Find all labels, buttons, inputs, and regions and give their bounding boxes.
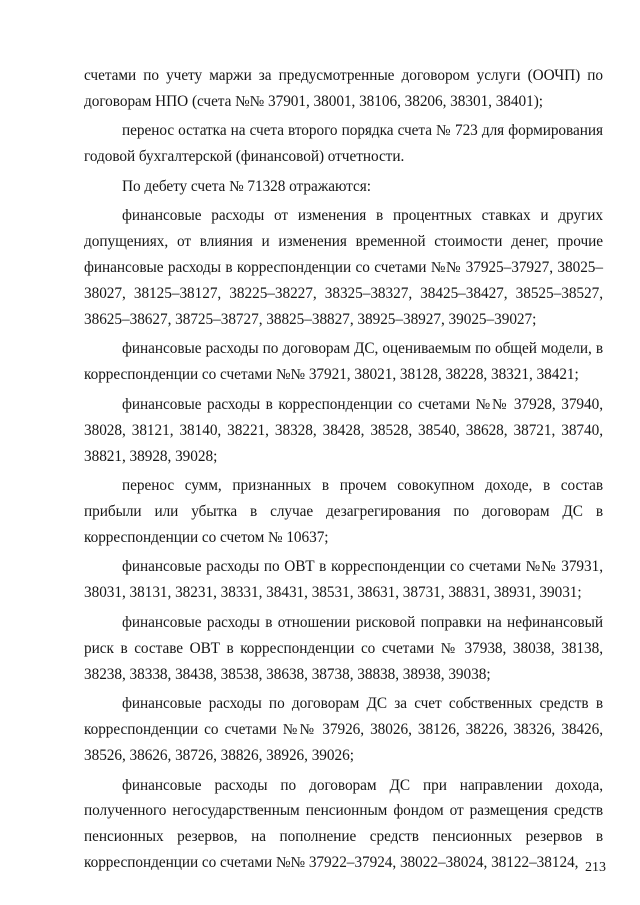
paragraph-financial-expenses: финансовые расходы в корреспонденции со счетами №№ 37928, 37940, 38028, 38121, 38140, 38221, 38328, 38428, 38528, 38540, 38628, 38721, 38740, 38821, 38928, 39028; — [84, 395, 603, 465]
paragraph-ovt-expenses: финансовые расходы по ОВТ в корреспонденции со счетами №№ 37931, 38031, 38131, 38231, 38331, 38431, 38531, 38631, 38731, 38831, 38931, 39031; — [84, 558, 603, 602]
paragraph-balance-transfer: перенос остатка на счета второго порядка счета № 723 для формирования годовой бухгалтерской (финансовой) отчетности. — [84, 122, 603, 166]
paragraph-risk-adjustment-expenses: финансовые расходы в отношении рисковой поправки на нефинансовый риск в составе ОВТ в корреспонденции со счетами № 37938, 38038, 38138, 38238, 38338, 38438, 38538, 38638, 38738, 38838, 38938, 39038; — [84, 613, 603, 683]
paragraph-margin-accounts-continuation: счетами по учету маржи за предусмотренные договором услуги (ООЧП) по договорам НПО (счета №№ 37901, 38001, 38106, 38206, 38301, 38401); — [84, 67, 603, 110]
paragraph-pension-reserves-expenses: финансовые расходы по договорам ДС при направлении дохода, полученного негосударственным пенсионным фондом от размещения средств пенсионных резервов, на пополнение средств пенсионных резервов в корреспонденции со счетами №№ 37922–37924, 38022–38024, 38122–38124, — [84, 776, 603, 872]
paragraph-own-funds-expenses: финансовые расходы по договорам ДС за счет собственных средств в корреспонденции со счетами №№ 37926, 38026, 38126, 38226, 38326, 38426, 38526, 38626, 38726, 38826, 38926, 39026; — [84, 695, 603, 764]
paragraph-oci-transfer: перенос сумм, признанных в прочем совокупном доходе, в состав прибыли или убытка в случае дезагрегирования по договорам ДС в корреспонденции со счетом № 10637; — [84, 477, 603, 546]
paragraph-interest-rate-expenses: финансовые расходы от изменения в процентных ставках и других допущениях, от влияния и изменения временной стоимости денег, прочие финансовые расходы в корреспонденции со счетами №№ 37925–37927, 38025–38027, 38125–38127, 38225–38227, 38325–38327, 38425–38427, 38525–38527, 38625–38627, 38725–38727, 38825–38827, 38925–38927, 39025–39027; — [84, 207, 603, 328]
paragraph-general-model-expenses: финансовые расходы по договорам ДС, оцениваемым по общей модели, в корреспонденции со счетами №№ 37921, 38021, 38128, 38228, 38321, 38421; — [84, 340, 603, 384]
body-text — [84, 63, 603, 880]
paragraph-debit-heading: По дебету счета № 71328 отражаются: — [122, 177, 371, 195]
page-number: 213 — [585, 860, 606, 875]
